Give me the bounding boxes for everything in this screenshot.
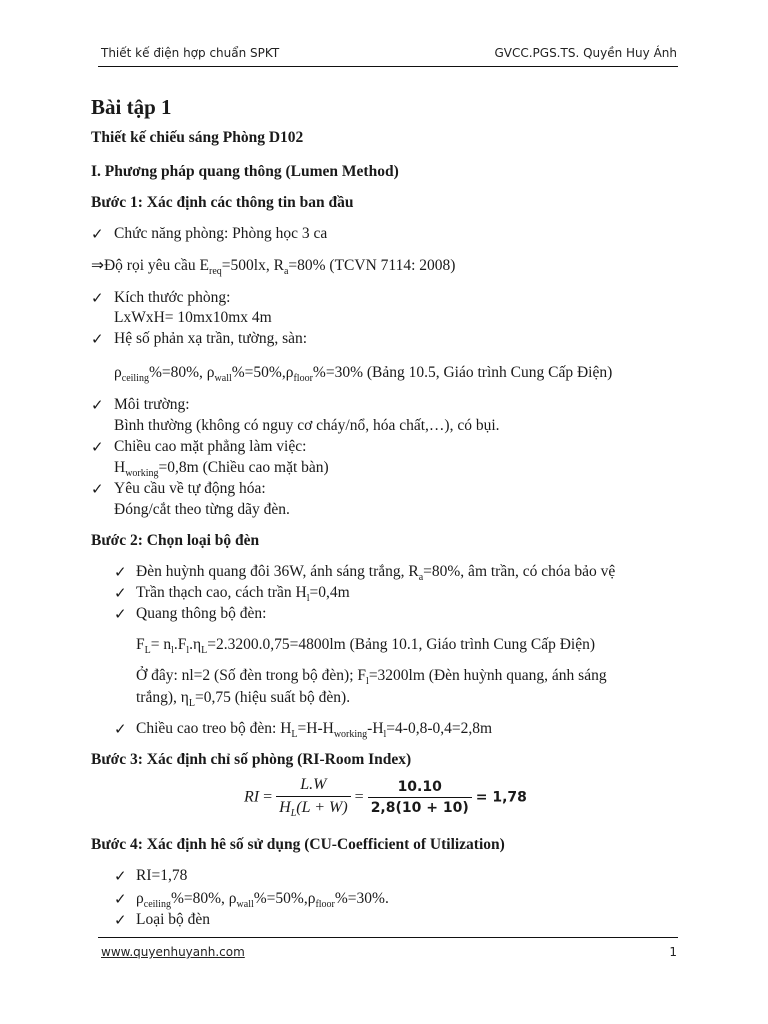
luminaire-type: Loại bộ đèn — [136, 911, 211, 928]
check-icon: ✓ — [91, 396, 104, 414]
step4-heading: Bước 4: Xác định hê số sử dụng (CU-Coefficient of Utilization) — [91, 836, 505, 853]
room-size-label: Kích thước phòng: — [114, 289, 231, 306]
subtitle: Thiết kế chiếu sáng Phòng D102 — [91, 129, 304, 146]
room-size-value: LxWxH= 10mx10mx 4m — [114, 309, 272, 326]
check-icon: ✓ — [114, 890, 127, 908]
check-icon: ✓ — [91, 289, 104, 307]
work-plane-value: $H_{working}=0,8m$ (Chiều cao mặt bàn) — [114, 459, 329, 480]
required-illuminance: ⇒Độ rọi yêu cầu $E_{req}=500lx$, $R_a=80\%$ (TCVN 7114: 2008) — [91, 257, 456, 278]
room-function: Chức năng phòng: Phòng học 3 ca — [114, 225, 328, 242]
room-index-value: RI=1,78 — [136, 867, 188, 884]
check-icon: ✓ — [114, 867, 127, 885]
reflectance-values: $\rho_{ceiling}\%=80\%$, $\rho_{wall}\%=50\%,\rho_{floor}\%=30\%$ (Bảng 10.5, Giáo trình Cung Cấp Điện) — [114, 364, 613, 385]
website-link[interactable]: www.quyenhuyanh.com — [101, 945, 245, 959]
automation-value: Đóng/cắt theo từng dãy đèn. — [114, 501, 290, 518]
lamp-type: Đèn huỳnh quang đôi 36W, ánh sáng trắng, $R_a=80\%$, âm trần, có chóa bảo vệ — [136, 563, 616, 584]
ceiling-distance: Trần thạch cao, cách trần $H_l=0,4m$ — [136, 584, 350, 605]
fraction-numeric: $\frac{10.10}{2,8(10 + 10)}$ — [368, 779, 472, 816]
environment-value: Bình thường (không có nguy cơ cháy/nổ, hóa chất,…), có bụi. — [114, 417, 500, 434]
hanging-height: Chiều cao treo bộ đèn: $H_L=H-H_{working}-H_l=4-0,8-0,4=2,8m$ — [136, 720, 493, 741]
page-title: Bài tập 1 — [91, 95, 172, 119]
automation-label: Yêu cầu về tự động hóa: — [114, 480, 266, 497]
header-divider — [98, 66, 678, 67]
step2-heading: Bước 2: Chọn loại bộ đèn — [91, 532, 260, 549]
header-course: Thiết kế điện hợp chuẩn SPKT — [101, 46, 280, 60]
check-icon: ✓ — [114, 605, 127, 623]
page-number: 1 — [669, 945, 677, 959]
where-line-1: Ở đây: nl=2 (Số đèn trong bộ đèn); $F_l=3200lm$ (Đèn huỳnh quang, ánh sáng — [136, 667, 607, 688]
check-icon: ✓ — [91, 225, 104, 243]
luminaire-flux-equation: $F_L= n_l.F_l.\eta_L=2.3200.0,75=4800lm$ (Bảng 10.1, Giáo trình Cung Cấp Điện) — [136, 636, 595, 657]
footer-divider — [98, 937, 678, 938]
reflectance-summary: $\rho_{ceiling}\%=80\%$, $\rho_{wall}\%=50\%,\rho_{floor}\%=30\%$. — [136, 890, 389, 911]
step1-heading: Bước 1: Xác định các thông tin ban đầu — [91, 194, 354, 211]
environment-label: Môi trường: — [114, 396, 190, 413]
check-icon: ✓ — [91, 438, 104, 456]
luminaire-flux-label: Quang thông bộ đèn: — [136, 605, 267, 622]
check-icon: ✓ — [91, 330, 104, 348]
check-icon: ✓ — [114, 720, 127, 738]
room-index-equation: RI = $\frac{L.W}{H_L(L + W)}$ = $\frac{10.10}{2,8(10 + 10)}$ = 1,78 — [244, 776, 527, 820]
work-plane-label: Chiều cao mặt phẳng làm việc: — [114, 438, 307, 455]
header-author: GVCC.PGS.TS. Quyền Huy Ánh — [494, 46, 677, 60]
check-icon: ✓ — [114, 563, 127, 581]
reflectance-label: Hệ số phản xạ trần, tường, sàn: — [114, 330, 308, 347]
check-icon: ✓ — [114, 584, 127, 602]
section-heading: I. Phương pháp quang thông (Lumen Method) — [91, 163, 399, 180]
check-icon: ✓ — [91, 480, 104, 498]
step3-heading: Bước 3: Xác định chỉ số phòng (RI-Room Index) — [91, 751, 412, 768]
check-icon: ✓ — [114, 911, 127, 929]
fraction-symbolic: $\frac{L.W}{H_L(L + W)}$ — [276, 776, 351, 819]
where-line-2: trắng), $\eta_L=0,75$ (hiệu suất bộ đèn). — [136, 689, 351, 710]
